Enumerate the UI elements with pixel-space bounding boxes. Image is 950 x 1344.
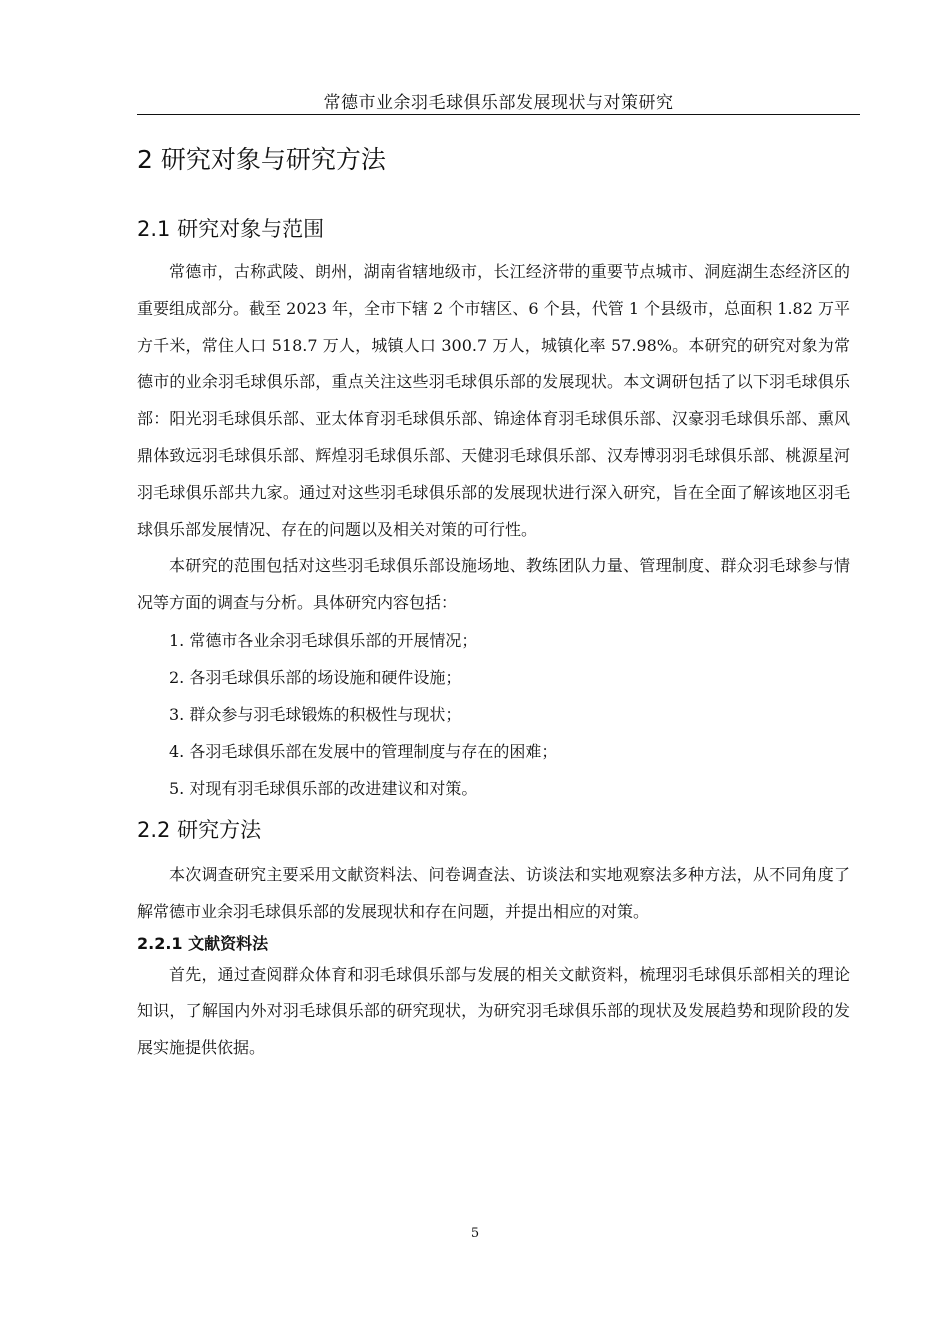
chapter-title: 2 研究对象与研究方法: [137, 145, 386, 174]
paragraph-research-scope: 本研究的范围包括对这些羽毛球俱乐部设施场地、教练团队力量、管理制度、群众羽毛球参与情况等方面的调查与分析。具体研究内容包括：: [137, 556, 850, 613]
paragraph-research-object: 常德市，古称武陵、朗州，湖南省辖地级市，长江经济带的重要节点城市、洞庭湖生态经济区的重要组成部分。截至 2023 年，全市下辖 2 个市辖区、6 个县，代管 1 个县级市，总面积 1.82 万平方千米，常住人口 518.7 万人，城镇人口 300.7 万人，城镇化率 57.98%。本研究的研究对象为常德市的业余羽毛球俱乐部，重点关注这些羽毛球俱乐部的发展现状。本文调研包括了以下羽毛球俱乐部：阳光羽毛球俱乐部、亚太体育羽毛球俱乐部、锦途体育羽毛球俱乐部、汉豪羽毛球俱乐部、熏风鼎体致远羽毛球俱乐部、辉煌羽毛球俱乐部、天健羽毛球俱乐部、汉寿博羽羽毛球俱乐部、桃源星河羽毛球俱乐部共九家。通过对这些羽毛球俱乐部的发展现状进行深入研究，旨在全面了解该地区羽毛球俱乐部发展情况、存在的问题以及相关对策的可行性。: [137, 262, 850, 539]
subsection-title-2-2-1: 2.2.1 文献资料法: [137, 933, 269, 953]
research-content-list: [137, 622, 850, 807]
list-item: 3. 群众参与羽毛球锻炼的积极性与现状；: [169, 704, 462, 724]
page-content: [137, 140, 850, 1067]
section-title-2-1: 2.1 研究对象与范围: [137, 217, 325, 241]
header-rule: [137, 114, 860, 115]
list-item: 4. 各羽毛球俱乐部在发展中的管理制度与存在的困难；: [169, 741, 558, 761]
paragraph-literature-method: 首先，通过查阅群众体育和羽毛球俱乐部与发展的相关文献资料，梳理羽毛球俱乐部相关的理论知识，了解国内外对羽毛球俱乐部的研究现状，为研究羽毛球俱乐部的现状及发展趋势和现阶段的发展实施提供依据。: [137, 964, 850, 1058]
list-item: 2. 各羽毛球俱乐部的场设施和硬件设施；: [169, 667, 462, 687]
list-item: 1. 常德市各业余羽毛球俱乐部的开展情况；: [169, 630, 478, 650]
page-number: 5: [470, 1226, 480, 1241]
section-title-2-2: 2.2 研究方法: [137, 817, 262, 842]
list-item: 5. 对现有羽毛球俱乐部的改进建议和对策。: [169, 778, 478, 798]
paragraph-research-methods: 本次调查研究主要采用文献资料法、问卷调查法、访谈法和实地观察法多种方法，从不同角度了解常德市业余羽毛球俱乐部的发展现状和存在问题，并提出相应的对策。: [137, 864, 850, 921]
running-header: 常德市业余羽毛球俱乐部发展现状与对策研究: [323, 93, 674, 113]
